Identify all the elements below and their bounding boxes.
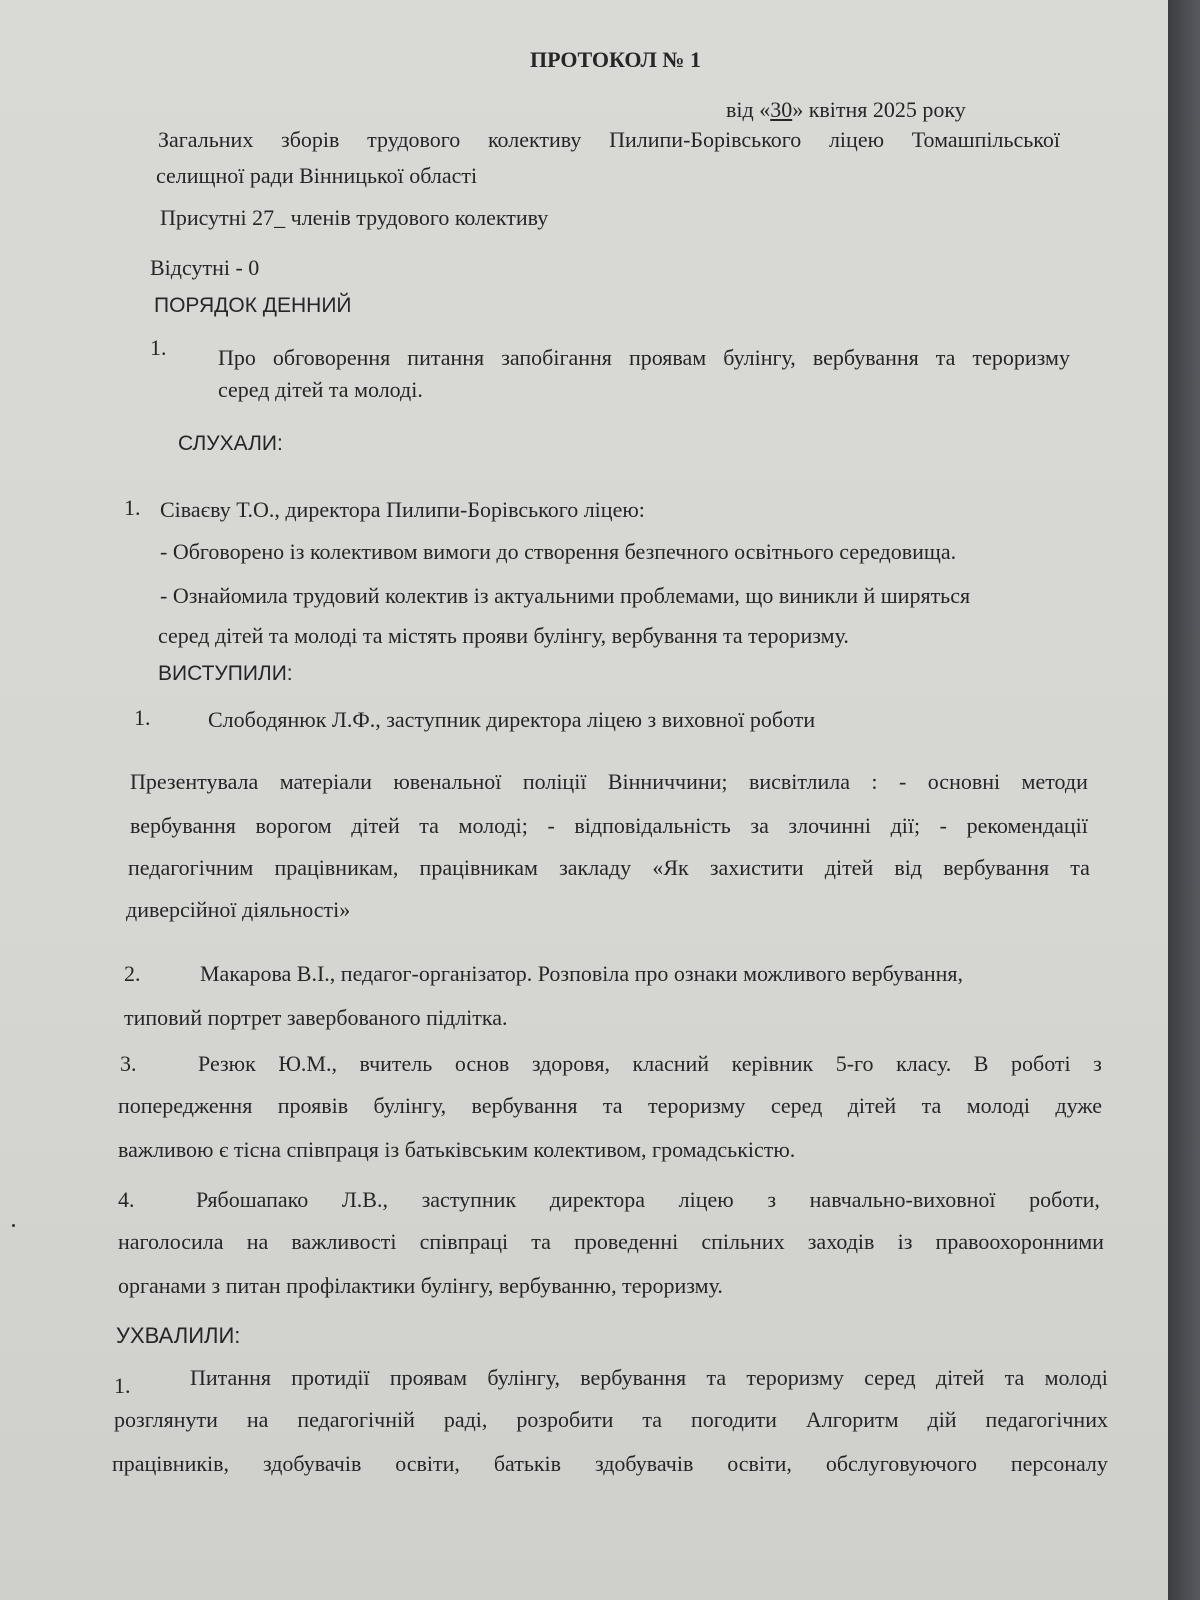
word: вчитель	[359, 1051, 433, 1076]
word: із	[897, 1229, 913, 1254]
word: вербування	[471, 1093, 578, 1118]
resolved-text	[190, 1364, 1108, 1392]
word: та	[1004, 1365, 1025, 1390]
speaker-1-text	[130, 768, 1088, 796]
word: заступник	[421, 1187, 517, 1212]
word: дітей	[351, 813, 400, 838]
word: освіти,	[727, 1451, 792, 1476]
word: навчально-виховної	[809, 1187, 996, 1212]
word: персоналу	[1010, 1451, 1108, 1476]
resolved-text	[114, 1406, 1108, 1434]
agenda-item-line-1	[218, 344, 1070, 372]
word: дітей	[935, 1365, 985, 1390]
word: батьків	[493, 1451, 562, 1476]
word: булінгу,	[487, 1365, 560, 1390]
org-word: Загальних	[158, 127, 254, 152]
word: класу.	[896, 1051, 952, 1076]
speaker-4-line-1	[196, 1186, 1100, 1214]
heard-heading: СЛУХАЛИ:	[178, 432, 283, 455]
word: та	[921, 1093, 942, 1118]
speaker-1-text	[130, 812, 1088, 840]
word: співпраці	[419, 1229, 509, 1254]
word: дій	[927, 1407, 957, 1432]
word: Ю.М.,	[278, 1051, 337, 1076]
resolved-text	[112, 1450, 1108, 1478]
word: з	[1093, 1051, 1102, 1076]
word: Презентувала	[130, 769, 259, 794]
word: -	[898, 769, 907, 794]
document-title: ПРОТОКОЛ № 1	[530, 47, 701, 72]
word: Вінниччини;	[607, 769, 728, 794]
resolved-item-number: 1.	[114, 1373, 131, 1398]
agenda-item-text	[218, 344, 1070, 372]
word: питання	[407, 345, 485, 370]
resolved-line-1	[190, 1364, 1108, 1392]
word: булінгу,	[723, 345, 796, 370]
word: відповідальність	[574, 813, 731, 838]
word: Про	[218, 345, 256, 370]
word: на	[246, 1407, 269, 1432]
word: дії;	[890, 813, 921, 838]
word: матеріали	[279, 769, 372, 794]
heard-point-2: - Ознайомила трудовий колектив із актуальними проблемами, що виникли й ширяться	[160, 583, 971, 608]
word: вербування	[130, 813, 236, 838]
word: вербування	[580, 1365, 687, 1390]
word: рекомендації	[966, 813, 1088, 838]
date-prefix: від «	[726, 97, 771, 122]
word: наголосила	[118, 1229, 224, 1254]
word: проявів	[277, 1093, 349, 1118]
word: директора	[549, 1187, 645, 1212]
word: педагогічних	[985, 1407, 1108, 1432]
word: захистити	[709, 855, 804, 880]
heard-speaker: Сіваєву Т.О., директора Пилипи-Борівського ліцею:	[160, 497, 645, 522]
org-word: трудового	[367, 127, 461, 152]
word: роботі	[1011, 1051, 1071, 1076]
word: на	[246, 1229, 269, 1254]
word: правоохоронними	[935, 1229, 1104, 1254]
word: роботи,	[1029, 1187, 1100, 1212]
word: тероризму	[647, 1093, 746, 1118]
speaker-1-line-2	[130, 812, 1088, 840]
word: серед	[770, 1093, 823, 1118]
word: Л.В.,	[341, 1187, 388, 1212]
paper-speck	[12, 1224, 15, 1227]
word: працівникам,	[274, 855, 399, 880]
word: молоді	[966, 1093, 1030, 1118]
word: працівників,	[112, 1451, 230, 1476]
word: В	[973, 1051, 989, 1076]
word: попередження	[118, 1093, 253, 1118]
speaker-3-line-1	[198, 1050, 1102, 1078]
agenda-heading: ПОРЯДОК ДЕННИЙ	[154, 294, 352, 317]
resolved-heading: УХВАЛИЛИ:	[116, 1323, 241, 1348]
speaker-3-line-3: важливою є тісна співпраця із батьківським колективом, громадськістю.	[118, 1137, 796, 1162]
word: Рябошапако	[196, 1187, 309, 1212]
word: вербування	[943, 855, 1050, 880]
word: здобувачів	[262, 1451, 362, 1476]
word: та	[419, 813, 439, 838]
speaker-2-number: 2.	[124, 961, 141, 986]
speaker-4-line-2	[118, 1228, 1104, 1256]
speaker-3-line-2	[118, 1092, 1102, 1120]
word: дітей	[824, 855, 874, 880]
word: поліції	[522, 769, 587, 794]
word: молоді	[1044, 1365, 1108, 1390]
word: працівникам	[419, 855, 538, 880]
table-surface	[1168, 0, 1200, 1600]
word: обслуговуючого	[825, 1451, 977, 1476]
absent-count: Відсутні - 0	[150, 255, 260, 280]
word: -	[939, 813, 947, 838]
word: основ	[454, 1051, 510, 1076]
word: та	[642, 1407, 662, 1432]
word: вербування	[812, 345, 919, 370]
word: та	[531, 1229, 551, 1254]
word: з	[767, 1187, 777, 1212]
heard-point-2-cont: серед дітей та молоді та містять прояви булінгу, вербування та тероризму.	[158, 623, 849, 648]
word: та	[706, 1365, 727, 1390]
word: важливості	[291, 1229, 397, 1254]
word: освіти,	[395, 1451, 460, 1476]
word: спільних	[701, 1229, 785, 1254]
speaker-4-text	[196, 1186, 1100, 1214]
speaker-4-text	[118, 1228, 1104, 1256]
org-word: зборів	[281, 127, 340, 152]
word: -	[547, 813, 555, 838]
word: методи	[1021, 769, 1088, 794]
speaker-4-line-3: органами з питан профілактики булінгу, вербуванню, тероризму.	[118, 1273, 723, 1298]
heard-point-1: - Обговорено із колективом вимоги до створення безпечного освітнього середовища.	[160, 539, 957, 564]
agenda-item-number: 1.	[150, 335, 167, 360]
org-word: колективу	[487, 127, 582, 152]
word: від	[894, 855, 923, 880]
word: погодити	[690, 1407, 777, 1432]
word: ювенальної	[393, 769, 502, 794]
word: закладу	[559, 855, 632, 880]
speaker-1-line-4: диверсійної діяльності»	[126, 897, 351, 922]
org-word: Пилипи-Борівського	[609, 127, 802, 152]
org-word: Томашпільської	[911, 127, 1060, 152]
agenda-item-line-2: серед дітей та молоді.	[218, 377, 423, 402]
word: керівник	[731, 1051, 814, 1076]
word: тероризму	[746, 1365, 844, 1390]
speaker-2-line-2: типовий портрет завербованого підлітка.	[124, 1005, 508, 1030]
word: проведенні	[574, 1229, 679, 1254]
organization-line-1	[158, 126, 1060, 154]
organization-line-2: селищної ради Вінницької області	[156, 163, 478, 188]
date-suffix: » квітня 2025 року	[792, 97, 966, 122]
word: запобігання	[501, 345, 612, 370]
word: дуже	[1055, 1093, 1102, 1118]
word: та	[935, 345, 956, 370]
date-day: 30	[770, 97, 793, 122]
document-date	[726, 96, 966, 124]
word: :	[871, 769, 878, 794]
speaker-1-line-3	[128, 854, 1090, 882]
speaker-3-text	[198, 1050, 1102, 1078]
word: проявам	[628, 345, 707, 370]
word: розробити	[516, 1407, 614, 1432]
word: здобувачів	[594, 1451, 694, 1476]
word: обговорення	[272, 345, 391, 370]
resolved-line-2	[114, 1406, 1108, 1434]
speaker-3-number: 3.	[120, 1051, 137, 1076]
word: тероризму	[972, 345, 1070, 370]
word: педагогічній	[297, 1407, 415, 1432]
present-count: Присутні 27_ членів трудового колективу	[160, 205, 549, 230]
word: молоді;	[458, 813, 528, 838]
resolved-line-3	[112, 1450, 1108, 1478]
word: раді,	[443, 1407, 488, 1432]
word: ворогом	[255, 813, 332, 838]
speaker-1-text	[128, 854, 1090, 882]
word: заходів	[807, 1229, 875, 1254]
word: основні	[927, 769, 1001, 794]
speaker-1-line-1	[130, 768, 1088, 796]
word: Резюк	[198, 1051, 256, 1076]
word: та	[1070, 855, 1090, 880]
heard-item-number: 1.	[124, 495, 141, 520]
speaker-2-line-1: Макарова В.І., педагог-організатор. Розповіла про ознаки можливого вербування,	[200, 961, 964, 986]
org-word: ліцею	[828, 127, 885, 152]
word: ліцею	[678, 1187, 734, 1212]
speaker-3-text	[118, 1092, 1102, 1120]
word: Питання	[190, 1365, 271, 1390]
word: розглянути	[114, 1407, 218, 1432]
speaker-1-name: Слободянюк Л.Ф., заступник директора ліцею з виховної роботи	[208, 707, 816, 732]
word: злочинні	[788, 813, 872, 838]
word: 5-го	[835, 1051, 874, 1076]
spoke-heading: ВИСТУПИЛИ:	[158, 662, 293, 685]
word: Алгоритм	[805, 1407, 899, 1432]
word: здоровя,	[531, 1051, 611, 1076]
word: протидії	[291, 1365, 370, 1390]
word: та	[602, 1093, 623, 1118]
word: булінгу,	[373, 1093, 447, 1118]
word: дітей	[847, 1093, 897, 1118]
word: педагогічним	[128, 855, 254, 880]
word: серед	[864, 1365, 916, 1390]
speaker-4-number: 4.	[118, 1187, 135, 1212]
word: класний	[632, 1051, 710, 1076]
word: висвітлила	[748, 769, 850, 794]
word: «Як	[652, 855, 689, 880]
word: за	[750, 813, 769, 838]
word: проявам	[389, 1365, 468, 1390]
speaker-1-number: 1.	[134, 705, 151, 730]
